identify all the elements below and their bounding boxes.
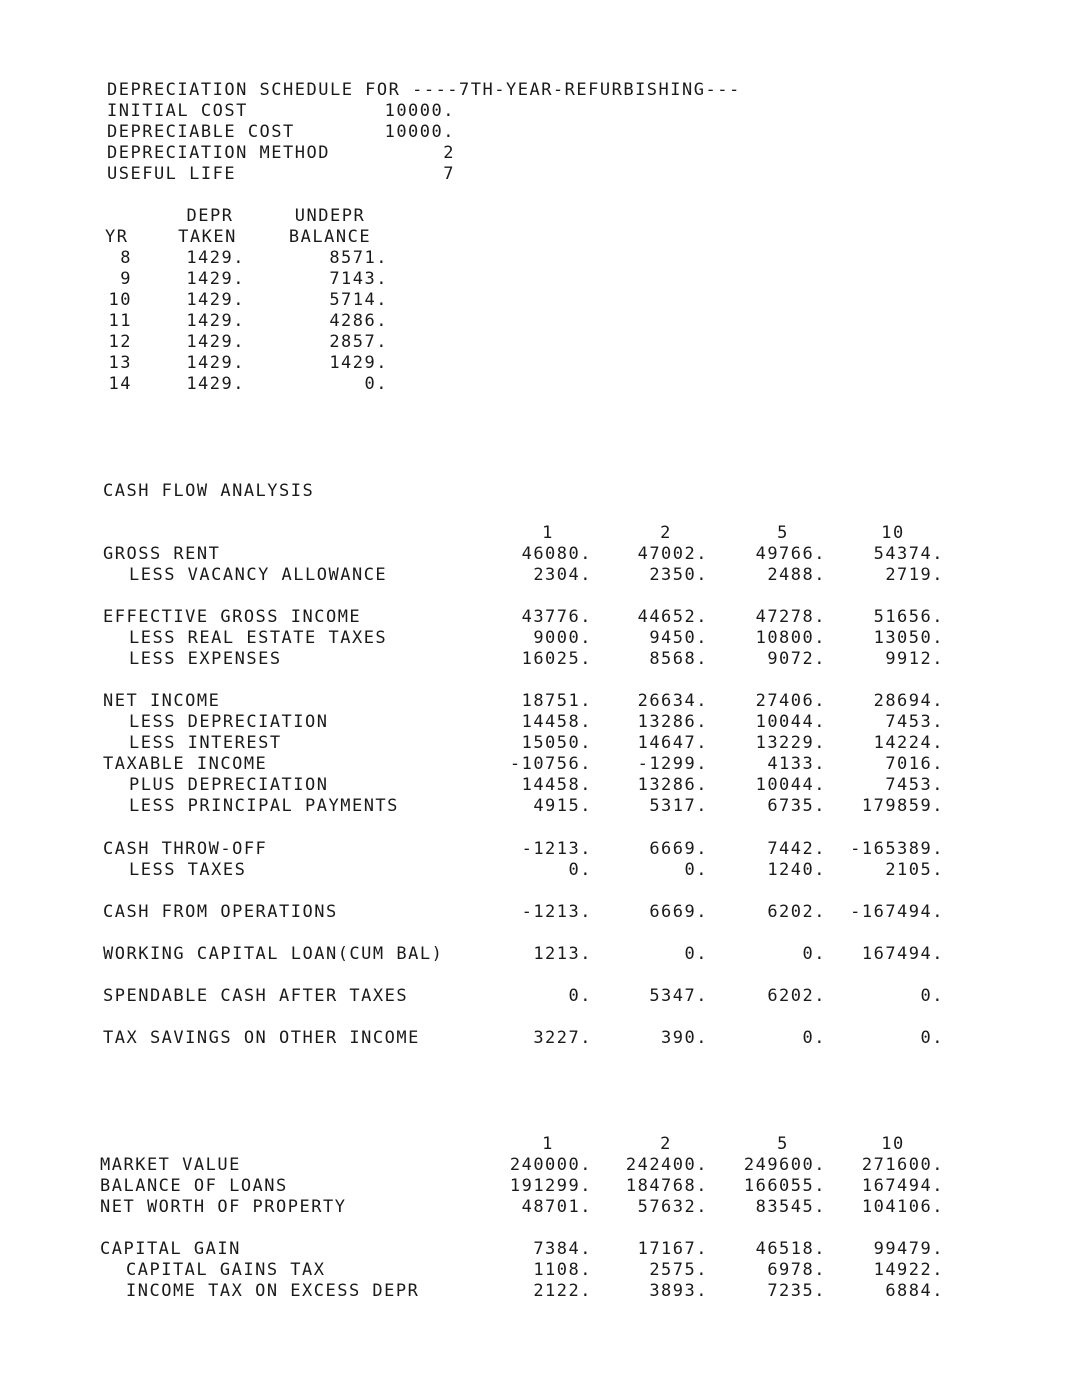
depr-row-year: 9 — [120, 269, 132, 289]
cash-flow-row-value: 44652. — [637, 607, 708, 627]
cash-flow-row-value: 0. — [920, 1028, 944, 1048]
field-value-initial-cost: 10000. — [384, 101, 455, 121]
property-row-value: 3893. — [649, 1281, 708, 1301]
cash-flow-row-value: 0. — [802, 944, 826, 964]
cash-flow-row-value: 3227. — [533, 1028, 592, 1048]
cash-flow-row-label: LESS DEPRECIATION — [129, 712, 329, 732]
cash-flow-row-value: 0. — [802, 1028, 826, 1048]
property-year-header: 10 — [881, 1134, 905, 1154]
cash-flow-row-value: 4915. — [533, 796, 592, 816]
cash-flow-row-value: 9000. — [533, 628, 592, 648]
cash-flow-row-value: 1240. — [767, 860, 826, 880]
cash-flow-row-value: 179859. — [861, 796, 944, 816]
cash-flow-row-value: 13286. — [637, 775, 708, 795]
property-row-value: 184768. — [625, 1176, 708, 1196]
property-row-label: BALANCE OF LOANS — [100, 1176, 288, 1196]
cash-flow-row-value: 46080. — [521, 544, 592, 564]
cash-flow-row-value: 7453. — [885, 712, 944, 732]
cash-flow-year-header: 10 — [881, 523, 905, 543]
cash-flow-row-value: -165389. — [850, 839, 944, 859]
cash-flow-row-value: 0. — [684, 860, 708, 880]
property-row-label: MARKET VALUE — [100, 1155, 241, 1175]
cash-flow-row-value: 13050. — [873, 628, 944, 648]
cash-flow-row-value: 2719. — [885, 565, 944, 585]
cash-flow-row-value: -1213. — [521, 902, 592, 922]
property-row-value: 48701. — [521, 1197, 592, 1217]
property-year-header: 1 — [542, 1134, 554, 1154]
cash-flow-row-value: 167494. — [861, 944, 944, 964]
cash-flow-row-value: 10044. — [755, 775, 826, 795]
property-row-value: 99479. — [873, 1239, 944, 1259]
cash-flow-row-value: 8568. — [649, 649, 708, 669]
cash-flow-row-value: 6202. — [767, 902, 826, 922]
cash-flow-row-value: 5317. — [649, 796, 708, 816]
cash-flow-row-value: 28694. — [873, 691, 944, 711]
property-row-value: 191299. — [509, 1176, 592, 1196]
header-balance: BALANCE — [288, 227, 372, 247]
cash-flow-row-value: 15050. — [521, 733, 592, 753]
cash-flow-row-value: 14647. — [637, 733, 708, 753]
cash-flow-row-value: 6202. — [767, 986, 826, 1006]
property-year-header: 5 — [777, 1134, 789, 1154]
property-row-label: INCOME TAX ON EXCESS DEPR — [126, 1281, 420, 1301]
cash-flow-row-label: EFFECTIVE GROSS INCOME — [103, 607, 362, 627]
cash-flow-row-value: 5347. — [649, 986, 708, 1006]
header-depr: DEPR — [186, 206, 234, 226]
cash-flow-row-label: WORKING CAPITAL LOAN(CUM BAL) — [103, 944, 444, 964]
cash-flow-row-label: NET INCOME — [103, 691, 221, 711]
cash-flow-row-value: 6735. — [767, 796, 826, 816]
cash-flow-row-value: -167494. — [850, 902, 944, 922]
depr-row-year: 11 — [108, 311, 132, 331]
cash-flow-row-label: SPENDABLE CASH AFTER TAXES — [103, 986, 409, 1006]
cash-flow-row-value: -10756. — [509, 754, 592, 774]
cash-flow-row-value: 0. — [568, 860, 592, 880]
cash-flow-row-value: -1299. — [637, 754, 708, 774]
depr-row-year: 10 — [108, 290, 132, 310]
property-row-value: 1108. — [533, 1260, 592, 1280]
cash-flow-row-value: 0. — [684, 944, 708, 964]
property-row-value: 6884. — [885, 1281, 944, 1301]
header-taken: TAKEN — [178, 227, 237, 247]
depr-row-balance: 7143. — [329, 269, 388, 289]
cash-flow-row-value: 49766. — [755, 544, 826, 564]
cash-flow-row-label: LESS VACANCY ALLOWANCE — [129, 565, 388, 585]
cash-flow-row-value: 54374. — [873, 544, 944, 564]
cash-flow-row-value: 6669. — [649, 902, 708, 922]
cash-flow-row-value: 0. — [568, 986, 592, 1006]
field-label-depreciable-cost: DEPRECIABLE COST — [107, 122, 295, 142]
cash-flow-row-value: 10800. — [755, 628, 826, 648]
depr-row-balance: 5714. — [329, 290, 388, 310]
property-row-label: CAPITAL GAINS TAX — [126, 1260, 326, 1280]
cash-flow-row-label: TAXABLE INCOME — [103, 754, 268, 774]
property-row-value: 240000. — [509, 1155, 592, 1175]
cash-flow-row-value: 13229. — [755, 733, 826, 753]
cash-flow-row-value: 2105. — [885, 860, 944, 880]
cash-flow-row-value: 14224. — [873, 733, 944, 753]
depr-row-year: 12 — [108, 332, 132, 352]
cash-flow-row-value: 26634. — [637, 691, 708, 711]
property-row-value: 2575. — [649, 1260, 708, 1280]
field-label-useful-life: USEFUL LIFE — [107, 164, 237, 184]
cash-flow-row-label: GROSS RENT — [103, 544, 221, 564]
cash-flow-row-value: 27406. — [755, 691, 826, 711]
property-row-value: 7235. — [767, 1281, 826, 1301]
cash-flow-row-value: -1213. — [521, 839, 592, 859]
field-value-depreciation-method: 2 — [443, 143, 455, 163]
cash-flow-title: CASH FLOW ANALYSIS — [103, 481, 315, 501]
cash-flow-row-label: LESS REAL ESTATE TAXES — [129, 628, 388, 648]
property-row-value: 167494. — [861, 1176, 944, 1196]
cash-flow-row-value: 2350. — [649, 565, 708, 585]
cash-flow-row-value: 14458. — [521, 712, 592, 732]
cash-flow-row-value: 1213. — [533, 944, 592, 964]
cash-flow-row-value: 43776. — [521, 607, 592, 627]
property-row-value: 7384. — [533, 1239, 592, 1259]
cash-flow-row-value: 0. — [920, 986, 944, 1006]
cash-flow-row-value: 47278. — [755, 607, 826, 627]
property-row-value: 83545. — [755, 1197, 826, 1217]
cash-flow-row-value: 2488. — [767, 565, 826, 585]
depr-row-balance: 4286. — [329, 311, 388, 331]
property-row-value: 14922. — [873, 1260, 944, 1280]
cash-flow-row-value: 7442. — [767, 839, 826, 859]
cash-flow-row-value: 9450. — [649, 628, 708, 648]
cash-flow-row-value: 14458. — [521, 775, 592, 795]
cash-flow-row-label: LESS INTEREST — [129, 733, 282, 753]
header-undepr: UNDEPR — [294, 206, 366, 226]
cash-flow-year-header: 5 — [777, 523, 789, 543]
cash-flow-year-header: 1 — [542, 523, 554, 543]
property-row-value: 166055. — [743, 1176, 826, 1196]
depr-row-taken: 1429. — [186, 353, 245, 373]
property-year-header: 2 — [660, 1134, 672, 1154]
depr-row-balance: 2857. — [329, 332, 388, 352]
depr-row-taken: 1429. — [186, 332, 245, 352]
depr-row-year: 13 — [108, 353, 132, 373]
property-row-label: CAPITAL GAIN — [100, 1239, 241, 1259]
depreciation-title: DEPRECIATION SCHEDULE FOR ----7TH-YEAR-REFURBISHING--- — [107, 80, 741, 100]
property-row-value: 6978. — [767, 1260, 826, 1280]
property-row-label: NET WORTH OF PROPERTY — [100, 1197, 347, 1217]
cash-flow-row-value: 2304. — [533, 565, 592, 585]
cash-flow-row-label: PLUS DEPRECIATION — [129, 775, 329, 795]
field-label-depreciation-method: DEPRECIATION METHOD — [107, 143, 330, 163]
depr-row-taken: 1429. — [186, 248, 245, 268]
depr-row-taken: 1429. — [186, 290, 245, 310]
depr-row-balance: 1429. — [329, 353, 388, 373]
property-row-value: 249600. — [743, 1155, 826, 1175]
cash-flow-row-value: 51656. — [873, 607, 944, 627]
cash-flow-row-value: 7453. — [885, 775, 944, 795]
depr-row-taken: 1429. — [186, 311, 245, 331]
cash-flow-row-value: 7016. — [885, 754, 944, 774]
cash-flow-row-label: LESS EXPENSES — [129, 649, 282, 669]
cash-flow-row-value: 10044. — [755, 712, 826, 732]
field-label-initial-cost: INITIAL COST — [107, 101, 248, 121]
cash-flow-row-value: 9072. — [767, 649, 826, 669]
depr-row-balance: 0. — [364, 374, 388, 394]
field-value-useful-life: 7 — [443, 164, 455, 184]
property-row-value: 46518. — [755, 1239, 826, 1259]
cash-flow-row-value: 390. — [661, 1028, 708, 1048]
cash-flow-row-label: CASH FROM OPERATIONS — [103, 902, 338, 922]
depr-row-year: 14 — [108, 374, 132, 394]
property-row-value: 242400. — [625, 1155, 708, 1175]
cash-flow-row-label: CASH THROW-OFF — [103, 839, 268, 859]
cash-flow-year-header: 2 — [660, 523, 672, 543]
property-row-value: 271600. — [861, 1155, 944, 1175]
property-row-value: 17167. — [637, 1239, 708, 1259]
depr-row-balance: 8571. — [329, 248, 388, 268]
field-value-depreciable-cost: 10000. — [384, 122, 455, 142]
cash-flow-row-value: 4133. — [767, 754, 826, 774]
cash-flow-row-value: 18751. — [521, 691, 592, 711]
cash-flow-row-label: TAX SAVINGS ON OTHER INCOME — [103, 1028, 420, 1048]
cash-flow-row-value: 9912. — [885, 649, 944, 669]
cash-flow-row-label: LESS TAXES — [129, 860, 247, 880]
cash-flow-row-value: 13286. — [637, 712, 708, 732]
cash-flow-row-value: 16025. — [521, 649, 592, 669]
property-row-value: 104106. — [861, 1197, 944, 1217]
depr-row-taken: 1429. — [186, 269, 245, 289]
header-yr: YR — [105, 227, 129, 247]
depr-row-year: 8 — [120, 248, 132, 268]
cash-flow-row-label: LESS PRINCIPAL PAYMENTS — [129, 796, 399, 816]
depr-row-taken: 1429. — [186, 374, 245, 394]
cash-flow-row-value: 6669. — [649, 839, 708, 859]
property-row-value: 2122. — [533, 1281, 592, 1301]
cash-flow-row-value: 47002. — [637, 544, 708, 564]
property-row-value: 57632. — [637, 1197, 708, 1217]
